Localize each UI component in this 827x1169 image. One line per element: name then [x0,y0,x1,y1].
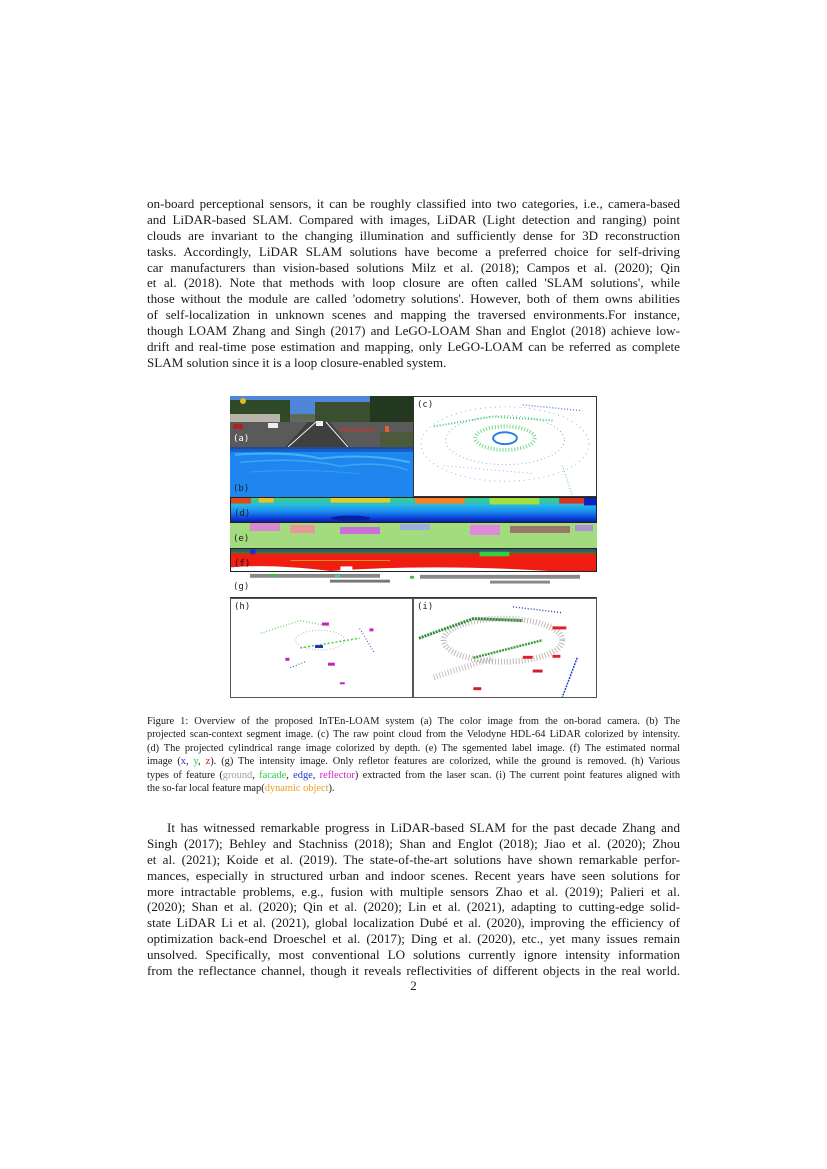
caption-text: , [286,769,294,781]
panel-a-camera-image [230,396,413,447]
caption-text: ). (g) The intensity image. Only refletor features are colorized, while the ground is removed. (h) Various [210,756,680,768]
text-line: (2020); Shan et al. (2020); Qin et al. (2020); Lin et al. (2021), adapting to cutting-edge solid- [147,899,680,915]
legend-ground: ground [222,769,253,781]
text-line: those without the module are called 'odometry solutions'. However, both of them owns abilities [147,291,680,307]
panel-label: (a) [233,434,250,444]
panel-label: (f) [234,559,251,569]
text-line: et al. (2021); Koide et al. (2019). The state-of-the-art solutions have shown remarkable perfor- [147,851,680,867]
caption-line: projected scan-context segment image. (c) The raw point cloud from the Velodyne HDL-64 LiDAR colorized by intensity. [147,729,680,741]
text-line: It has witnessed remarkable progress in LiDAR-based SLAM for the past decade Zhang and [167,820,680,835]
text-line: clouds are invariant to the changing illumination and sufficiently dense for 3D reconstruction [147,227,680,243]
panel-label: (c) [417,400,434,410]
legend-y: y [193,756,199,768]
text-line: more intractable problems, e.g., fusion with multiple sensors Zhao et al. (2019); Palieri et al. [147,883,680,899]
body-paragraph-1 [147,196,680,371]
aligned-feature-map [414,599,596,697]
figure-1 [230,396,597,698]
caption-line [147,755,680,768]
legend-edge: edge [293,769,313,781]
caption-text: ). [328,782,335,794]
panel-f-normal-image [230,548,597,572]
panel-label: (h) [234,602,251,612]
text-line: though LOAM Zhang and Singh (2017) and LeGO-LOAM Shan and Englot (2018) achieve low- [147,323,680,339]
text-line: state LiDAR Li et al. (2021), global localization Dubé et al. (2020), improving the efficiency of [147,915,680,931]
legend-x: x [180,756,186,768]
text-line: on-board perceptional sensors, it can be roughly classified into two categories, i.e., camera-based [147,196,680,211]
point-cloud-intensity [414,397,596,496]
caption-text: , [312,769,320,781]
text-line: tasks. Accordingly, LiDAR SLAM solutions have become a preferred choice for self-driving [147,243,680,259]
caption-text: , [185,756,194,768]
text-line: et al. (2018). Note that methods with loop closure are often called 'SLAM solutions', while [147,275,680,291]
caption-line [147,782,680,795]
panel-label: (b) [233,484,250,494]
caption-text: ) extracted from the laser scan. (i) The current point features aligned with [354,769,681,781]
body-paragraph-2 [147,820,680,979]
text-line: SLAM solution since it is a loop closure-enabled system. [147,354,447,370]
normal-image [231,549,596,571]
street-scene-image [230,396,413,447]
scan-context-image [230,449,413,497]
panel-c-raw-point-cloud [413,396,597,497]
panel-e-segmented-label-image [230,523,597,548]
legend-z: z [205,756,211,768]
panel-g-intensity-image [230,572,597,598]
panel-label: (g) [233,582,250,592]
text-line: drift and real-time pose estimation and mapping, only LeGO-LOAM can be referred as complete [147,339,680,355]
caption-text: types of feature ( [147,769,223,781]
figure-caption [147,715,680,795]
panel-label: (e) [233,534,250,544]
range-image [231,498,596,522]
text-line: of self-localization in unknown scenes and mapping the traversed environments.For instance, [147,307,680,323]
page-number: 2 [410,978,417,993]
intensity-image [230,572,597,597]
label-image [230,523,597,548]
caption-text: the so-far local feature map( [147,782,265,794]
caption-text: image ( [147,756,181,768]
legend-reflector: reflector [319,769,355,781]
text-line: optimization back-end Droeschel et al. (2017); Ding et al. (2020), etc., yet many issues remain [147,931,680,947]
text-line: car manufacturers than vision-based solutions Milz et al. (2018); Campos et al. (2020); Qin [147,259,680,275]
caption-line: Figure 1: Overview of the proposed InTEn-LOAM system (a) The color image from the on-borad camera. (b) The [147,716,680,727]
caption-line: (d) The projected cylindrical range image colorized by depth. (e) The sgemented label image. (f) The estimated normal [147,742,680,754]
caption-line [147,769,680,782]
text-line: mances, especially in structured urban and indoor scenes. Recent years have seen solutions for [147,867,680,883]
text-line: from the reflectance channel, though it reveals reflectivities of different objects in the real world. [147,963,680,979]
text-line: and LiDAR-based SLAM. Compared with images, LiDAR (Light detection and ranging) point [147,211,680,227]
caption-text: , [198,756,206,768]
legend-facade: facade [259,769,287,781]
panel-d-range-image [230,497,597,523]
panel-label: (i) [417,602,434,612]
text-line: unsolved. Specifically, most conventional LO solutions currently ignore intensity information [147,947,680,963]
panel-b-scan-context-image [230,447,413,497]
panel-i-aligned-features [413,598,597,698]
panel-label: (d) [234,509,251,519]
caption-text: , [252,769,260,781]
panel-h-feature-types [230,598,413,698]
legend-dynamic-object: dynamic object [264,782,329,794]
text-line: Singh (2017); Behley and Stachniss (2018); Shan and Englot (2018); Jiao et al. (2020); Zhou [147,835,680,851]
feature-point-cloud [231,599,412,697]
